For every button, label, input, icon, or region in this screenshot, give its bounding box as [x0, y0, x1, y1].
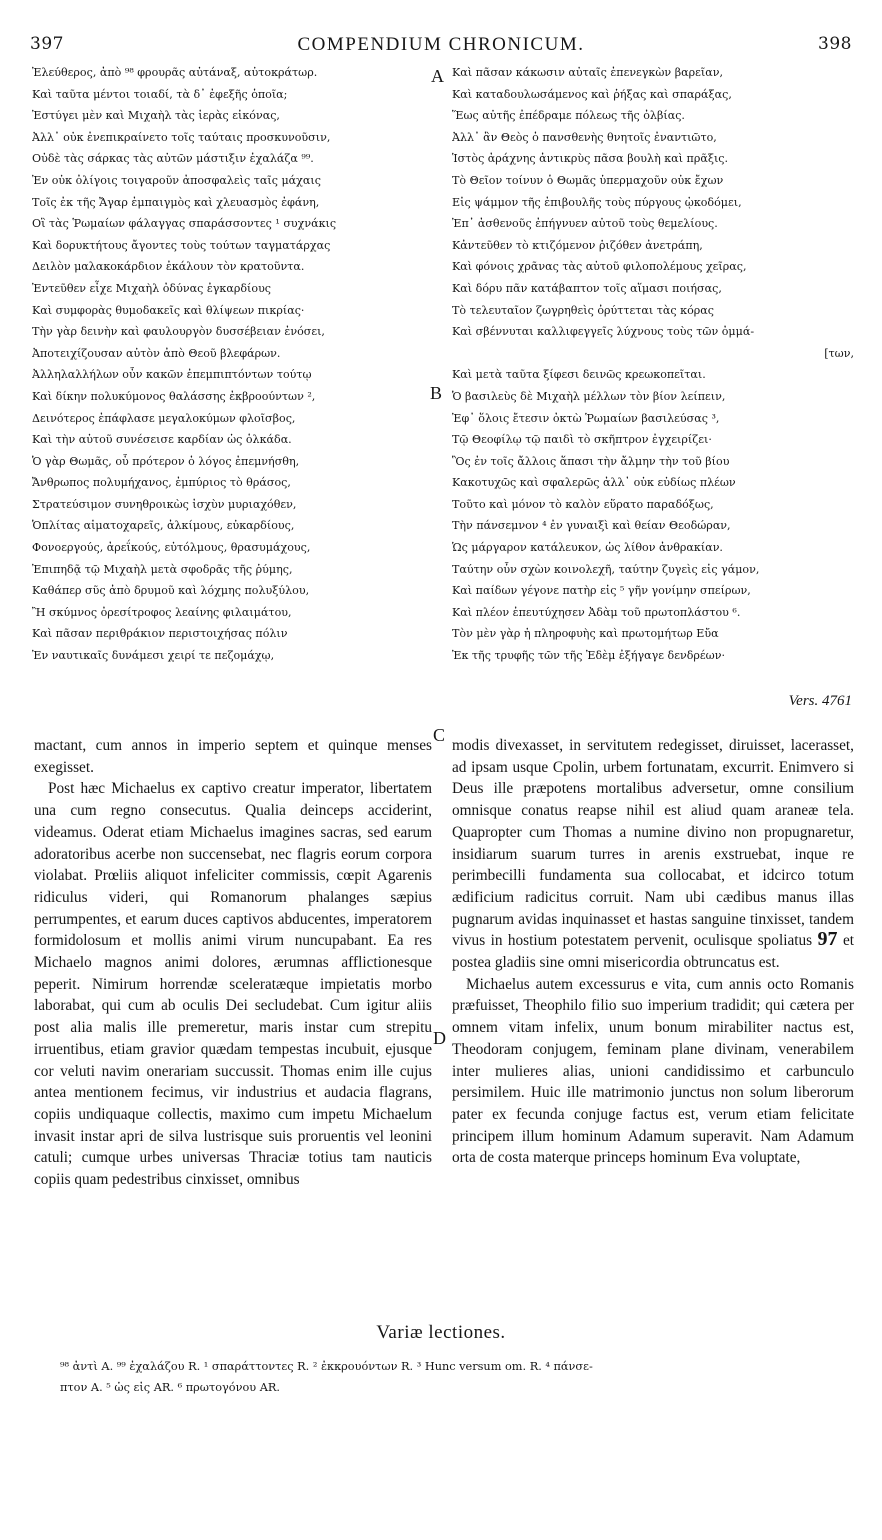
- latin-paragraph: Post hæc Michaelus ex captivo creatur imperator, libertatem una cum regno consecutus. Qualia deinceps acciderint, videamus. Oderat etiam Michaelus imagines sacras, sed earum adoratoribus acerbe non succensebat, nec flagris eorum corpora violabat. Prœliis aliquot infeliciter commissis, cœpit Agarenis ridiculus videri, qui Romanorum phalanges sæpius perrumpentes, et earum duces captivos abducentes, imperatorem formidolosum et mollis animi virum nuncupabant. Ea res Michaelo magnos animi dolores, ærumnas afflictionesque peperit. Nimirum horrendæ sceleratæque impietatis morbo laborabat, qui cum ab oculis Dei secludebat. Cum igitur aliis post alia malis ille premeretur, maris instar cum strepitu irruentibus, etiam gravior quædam tempestas incubuit, ejusque cor veluti navim onerariam succussit. Thomas enim ille cujus antea mentionem fecimus, vir industrius et audacia flagrans, copiis undiquaque collectis, maximo cum impetu Michaelum invasit instar apri de silva lustrisque suis proruentis vel leonini catuli; cumque urbes universas Thraciæ totius tam nauticis copiis quam pedestribus cinxisset, omnibus: [34, 780, 432, 1189]
- greek-verse-line: Δεινότερος ἐπάφλασε μεγαλοκύμων φλοῖσβος,: [32, 411, 296, 425]
- margin-letter-a: A: [431, 66, 444, 86]
- greek-verse-line: Οἳ τὰς Ῥωμαίων φάλαγγας σπαράσσοντες ¹ συχνάκις: [32, 217, 337, 231]
- greek-verse-line: Ὡς μάργαρον κατάλευκον, ὡς λίθον ἀνθρακίαν.: [452, 541, 723, 555]
- greek-verse-line: Ταύτην οὖν σχὼν κοινολεχῆ, ταύτην ζυγεὶς εἰς γάμον,: [452, 562, 760, 576]
- page-number-left: 397: [30, 34, 64, 54]
- verse-number: Vers. 4761: [788, 693, 852, 709]
- greek-verse-line: Τῷ Θεοφίλῳ τῷ παιδὶ τὸ σκῆπτρον ἐγχειρίζει·: [452, 433, 712, 447]
- greek-verse-line: Εἰς ψάμμον τῆς ἐπιβουλῆς τοὺς πύργους ᾠκοδόμει,: [452, 195, 742, 209]
- greek-verse-line: Καὶ πᾶσαν περιθράκιον περιστοιχήσας πόλιν: [32, 627, 288, 641]
- greek-verse-column-left: [32, 62, 422, 667]
- greek-verse-line: Κακοτυχῶς καὶ σφαλερῶς ἀλλ᾽ οὐκ εὐδίως πλέων: [452, 476, 736, 490]
- greek-verse-line: Ἐφ᾽ ὅλοις ἔτεσιν ὀκτὼ Ῥωμαίων βασιλεύσας ³,: [452, 411, 720, 425]
- column-number: 97: [817, 928, 838, 951]
- greek-verse-line: Καὶ δορυκτήτους ἄγοντες τοὺς τούτων ταγματάρχας: [32, 238, 331, 252]
- greek-verse-line: Ἱστὸς ἀράχνης ἀντικρὺς πᾶσα βουλὴ καὶ πρᾶξις.: [452, 152, 729, 166]
- margin-letter-b: B: [430, 383, 443, 403]
- greek-verse-line: Ἀποτειχίζουσαν αὐτὸν ἀπὸ Θεοῦ βλεφάρων.: [32, 346, 281, 360]
- variant-note-line: ⁹⁸ ἀντὶ A. ⁹⁹ ἐχαλάζου R. ¹ σπαράττοντες R. ² ἐκκρουόντων R. ³ Hunc versum om. R. ⁴ πάνσε-: [60, 1360, 593, 1373]
- greek-verse-line: Φονοεργούς, ἀρεΐκούς, εὐτόλμους, θρασυμάχους,: [32, 541, 311, 555]
- greek-verse-line: Τὴν γὰρ δεινὴν καὶ φαυλουργὸν δυσσέβειαν ἐνόσει,: [32, 325, 325, 339]
- greek-verse-line: Ἐν οὐκ ὀλίγοις τοιγαροῦν ἀποσφαλεὶς ταῖς μάχαις: [32, 173, 321, 187]
- greek-verse-line: Ἄνθρωπος πολυμήχανος, ἐμπύριος τὸ θράσος,: [32, 476, 291, 490]
- greek-verse-column-right: [452, 62, 860, 667]
- greek-verse-line: Ἐκ τῆς τρυφῆς τῶν τῆς Ἐδὲμ ἐξήγαγε δενδρέων·: [452, 649, 725, 663]
- greek-verse-line: Στρατεύσιμον συνηθροικὼς ἰσχὺν μυριαχόθεν,: [32, 497, 297, 511]
- greek-verse-line: Ἀλληλαλλήλων οὖν κακῶν ἐπεμπιπτόντων τούτῳ: [32, 368, 312, 382]
- greek-verse-line: Τοῖς ἐκ τῆς Ἄγαρ ἐμπαιγμὸς καὶ χλευασμὸς ἐφάνη,: [32, 195, 320, 209]
- greek-verse-line: Καὶ ταῦτα μέντοι τοιαδί, τὰ δ᾽ ἐφεξῆς ὁποῖα;: [32, 87, 288, 101]
- variant-note-line: πτον A. ⁵ ὡς εἰς AR. ⁶ πρωτογόνου AR.: [60, 1381, 280, 1394]
- greek-verse-line: Ὃς ἐν τοῖς ἄλλοις ἅπασι τὴν ἄλμην τὴν τοῦ βίου: [452, 454, 730, 468]
- latin-text: modis divexasset, in servitutem redegisset, diruisset, lacerasset, ad ipsam usque Cpolin, urbem fortunatam, excurrit. Enimvero si Deus ille præpotens mortalibus adversetur, omne consilium omnisque conatus reapse nihil est aliud quam araneæ tela. Quapropter cum Thomas a numine divino non propugnaretur, insidiarum suarum turres in arenis exstruebat, inque re perimbecilli fundamenta sua collocabat, et idcirco totum ædificium radicitus corruit. Nam ubi cædibus manus illas pugnarum avidas inquinasset et hastas sanguine tinxisset, tandem vivus in hostium potestatem pervenit, oculisque spoliatus: [452, 737, 854, 950]
- greek-verse-line: Καὶ συμφορὰς θυμοδακεῖς καὶ θλίψεων πικρίας·: [32, 303, 305, 317]
- greek-verse-line: Ἐντεῦθεν εἶχε Μιχαὴλ ὀδύνας ἐγκαρδίους: [32, 281, 272, 295]
- greek-verse-line: [των,: [824, 346, 854, 360]
- running-header: [30, 34, 852, 58]
- greek-verse-line: Ὁπλίτας αἱματοχαρεῖς, ἀλκίμους, εὐκαρδίους,: [32, 519, 295, 533]
- latin-paragraph: Michaelus autem excessurus e vita, cum annis octo Romanis præfuisset, Theophilo filio suo imperium tradidit; qui cætera per omnem vitam infelix, unum bonum mirabiliter nactus est, Theodoram conjugem, feminam plane divinam, venerabilem inter mulieres alias, unioni candidissimo et carbunculo persimilem. Huic ille matrimonio junctus non solum liberorum pater ex fecunda conjuge factus est, verum etiam felicitate principem illum hominum Adamum superavit. Nam Adamum orta de costa materque princeps hominum Eva voluptate,: [452, 975, 854, 1167]
- greek-verse-line: Ἀλλ᾽ οὐκ ἐνεπικραίνετο τοῖς ταύταις προσκυνοῦσιν,: [32, 130, 331, 144]
- margin-letter-c: C: [433, 725, 446, 745]
- greek-verse-line: Τὸν μὲν γὰρ ἡ πληροφυὴς καὶ πρωτομήτωρ Εὔα: [452, 627, 719, 641]
- latin-translation-column-right: [452, 735, 854, 1169]
- latin-paragraph: mactant, cum annos in imperio septem et quinque menses exegisset.: [34, 737, 432, 776]
- latin-paragraph: [452, 735, 854, 974]
- greek-verse-line: Καὶ μετὰ ταῦτα ξίφεσι δεινῶς κρεωκοπεῖται.: [452, 368, 706, 382]
- greek-verse-line: Τὸ τελευταῖον ζωγρηθεὶς ὀρύττεται τὰς κόρας: [452, 303, 714, 317]
- greek-verse-line: Καθάπερ σῦς ἀπὸ δρυμοῦ καὶ λόχμης πολυξύλου,: [32, 584, 310, 598]
- greek-verse-line: Καὶ δίκην πολυκύμονος θαλάσσης ἐκβροούντων ²,: [32, 389, 316, 403]
- variae-lectiones-heading: Variæ lectiones.: [376, 1322, 506, 1343]
- greek-verse-line: Τὸ Θεῖον τοίνυν ὁ Θωμᾶς ὑπερμαχοῦν οὐκ ἔχων: [452, 173, 724, 187]
- greek-verse-line: Καὶ πᾶσαν κάκωσιν αὐταῖς ἐπενεγκὼν βαρεῖαν,: [452, 66, 723, 79]
- greek-verse-line: Καὶ φόνοις χρᾶνας τὰς αὐτοῦ φιλοπολέμους χεῖρας,: [452, 260, 747, 274]
- variae-lectiones-notes: [60, 1356, 860, 1398]
- greek-verse-line: Δειλὸν μαλακοκάρδιον ἐκάλουν τὸν κρατοῦντα.: [32, 260, 305, 274]
- latin-translation-column-left: [34, 735, 432, 1191]
- greek-verse-line: Καὶ τὴν αὐτοῦ συνέσεισε καρδίαν ὡς ὁλκάδα.: [32, 433, 292, 447]
- greek-verse-line: Οὐδὲ τὰς σάρκας τὰς αὐτῶν μάστιξιν ἐχαλάζα ⁹⁹.: [32, 152, 314, 166]
- greek-verse-line: Ὁ βασιλεὺς δὲ Μιχαὴλ μέλλων τὸν βίον λείπειν,: [452, 389, 726, 403]
- greek-verse-line: Κἀντεῦθεν τὸ κτιζόμενον ῥιζόθεν ἀνετράπη,: [452, 238, 703, 252]
- greek-verse-line: Ἀλλ᾽ ἂν Θεὸς ὁ πανσθενὴς θνητοῖς ἐναντιῶτο,: [452, 130, 717, 144]
- greek-verse-line: Καὶ σβέννυται καλλιφεγγεῖς λύχνους τοὺς τῶν ὀμμά-: [452, 325, 755, 339]
- margin-letter-d: D: [433, 1028, 446, 1048]
- greek-verse-line: Ἢ σκύμνος ὀρεσίτροφος λεαίνης φιλαιμάτου,: [32, 605, 292, 619]
- greek-verse-line: Τὴν πάνσεμνον ⁴ ἐν γυναιξὶ καὶ θείαν Θεοδώραν,: [452, 519, 731, 533]
- greek-verse-line: Καὶ παίδων γέγονε πατὴρ εἰς ⁵ γῆν γονίμην σπείρων,: [452, 584, 751, 598]
- greek-verse-line: Καὶ καταδουλωσάμενος καὶ ῥήξας καὶ σπαράξας,: [452, 87, 732, 101]
- greek-verse-line: Ἐπιπηδᾷ τῷ Μιχαὴλ μετὰ σφοδρᾶς τῆς ῥύμης,: [32, 562, 293, 576]
- greek-verse-line: Τοῦτο καὶ μόνον τὸ καλὸν εὕρατο παραδόξως,: [452, 497, 714, 511]
- greek-verse-line: Ἐπ᾽ ἀσθενοῦς ἐπήγνυεν αὐτοῦ τοὺς θεμελίους.: [452, 217, 718, 231]
- greek-verse-line: Καὶ πλέον ἐπευτύχησεν Ἀδὰμ τοῦ πρωτοπλάστου ⁶.: [452, 605, 741, 619]
- greek-verse-line: Ἐστύγει μὲν καὶ Μιχαὴλ τὰς ἱερὰς εἰκόνας,: [32, 109, 280, 123]
- greek-verse-line: Ἐλεύθερος, ἀπὸ ⁹⁸ φρουρᾶς αὐτάναξ, αὐτοκράτωρ.: [32, 66, 318, 79]
- running-title: COMPENDIUM CHRONICUM.: [297, 34, 585, 55]
- greek-verse-line: Καὶ δόρυ πᾶν κατάβαπτον τοῖς αἵμασι ποιήσας,: [452, 281, 722, 295]
- page-number-right: 398: [818, 34, 852, 54]
- greek-verse-line: Ἐν ναυτικαῖς δυνάμεσι χειρί τε πεζομάχῳ,: [32, 649, 275, 663]
- greek-verse-line: Ἕως αὐτῆς ἐπέδραμε πόλεως τῆς ὀλβίας.: [452, 109, 685, 123]
- latin-text: et postea gladiis sine omni misericordia obtruncatus est.: [452, 932, 854, 972]
- greek-verse-line: Ὁ γὰρ Θωμᾶς, οὗ πρότερον ὁ λόγος ἐπεμνήσθη,: [32, 454, 300, 468]
